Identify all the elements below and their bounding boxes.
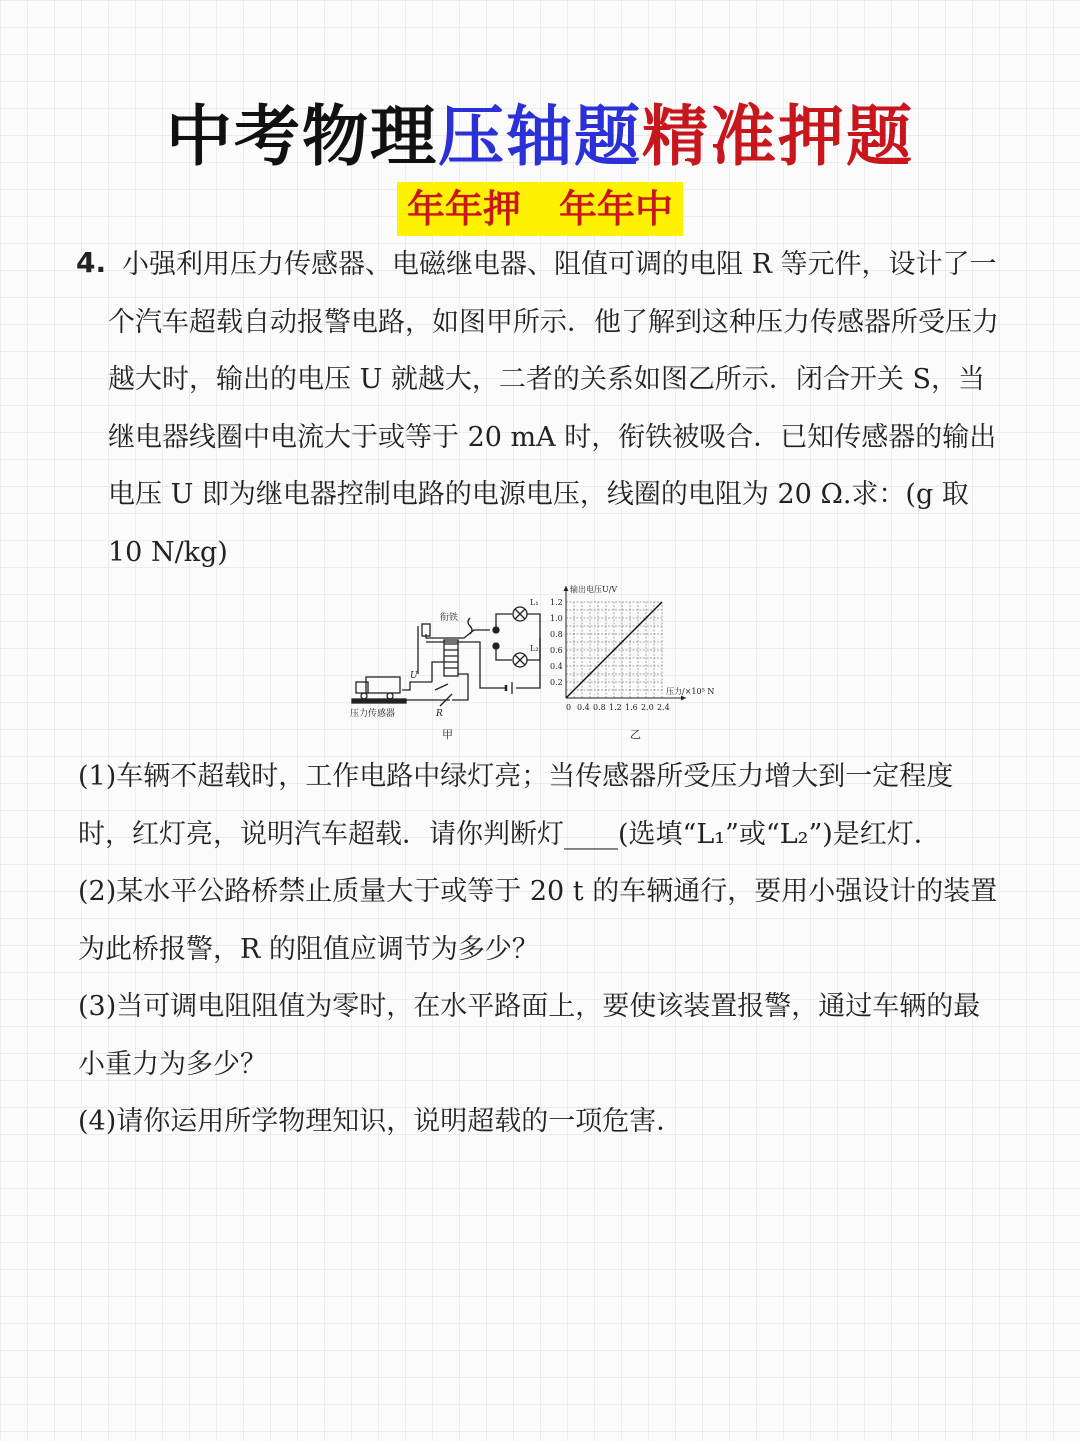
x-tick-label: 1.2 — [609, 703, 622, 712]
armature-label: 衔铁 — [440, 613, 459, 623]
y-tick-label: 0.4 — [550, 662, 563, 671]
truck-icon — [366, 677, 400, 693]
y-tick-label: 1.2 — [550, 598, 563, 607]
electromagnet-core — [444, 640, 458, 676]
y-tick-label: 0.6 — [550, 646, 563, 655]
sub-question-1: (1)车辆不超载时，工作电路中绿灯亮；当传感器所受压力增大到一定程度时，红灯亮，说明汽车超载．请你判断灯____(选填“L₁”或“L₂”)是红灯． — [78, 761, 954, 850]
slogan-banner: 年年押 年年中 — [397, 182, 683, 236]
electromagnet-coil — [444, 644, 458, 668]
title-part-3: 精准押题 — [642, 98, 914, 175]
y-axis-arrow — [564, 586, 569, 591]
title-part-2: 压轴题 — [438, 98, 642, 175]
voltage-u-label: U — [410, 671, 418, 681]
lamp-return-wire — [527, 614, 540, 660]
y-axis-label: 输出电压U/V — [570, 585, 618, 594]
y-tick-label: 0.8 — [550, 630, 563, 639]
lamp-l1-label: L₁ — [530, 598, 539, 607]
slogan-row — [0, 182, 1080, 236]
x-tick-label: 0.4 — [577, 703, 590, 712]
x-tick-label: 1.6 — [625, 703, 638, 712]
x-tick-label: 2.4 — [657, 703, 670, 712]
x-axis-label: 压力/×10⁵ N — [666, 687, 715, 696]
question-figure — [340, 578, 740, 743]
x-axis-arrow — [681, 696, 686, 701]
armature-bar — [426, 630, 490, 638]
lamp-l1-cross — [515, 609, 525, 619]
sub-question-3: (3)当可调电阻阻值为零时，在水平路面上，要使该装置报警，通过车辆的最小重力为多少？ — [78, 991, 981, 1080]
spring — [468, 618, 472, 634]
graph-caption: 乙 — [630, 728, 641, 741]
circuit-caption: 甲 — [442, 728, 453, 741]
voltage-pressure-chart — [550, 584, 714, 712]
page-title — [0, 92, 1080, 182]
x-tick-label: 2.0 — [641, 703, 654, 712]
lamp-l2-label: L₂ — [530, 644, 539, 653]
coil-wire-out — [452, 674, 468, 700]
question-stem: 小强利用压力传感器、电磁继电器、阻值可调的电阻 R 等元件，设计了一个汽车超载自动报警电路，如图甲所示．他了解到这种压力传感器所受压力越大时，输出的电压 U 就越大，二者的关系如图乙所示．闭合开关 S，当继电器线圈中电流大于或等于 20 mA 时，衔铁被吸合．已知传感器的输出电压 U 即为继电器控制电路的电源电压，线圈的电阻为 20 Ω.求：(g 取 10 N/kg) — [108, 249, 999, 568]
resistor-r-label: R — [436, 709, 443, 719]
y-tick-label: 1.0 — [550, 614, 563, 623]
coil-wire-in — [432, 662, 444, 682]
switch-s — [435, 684, 448, 690]
sub-question-2: (2)某水平公路桥禁止质量大于或等于 20 t 的车辆通行，要用小强设计的装置为此桥报警，R 的阻值应调节为多少？ — [78, 876, 998, 965]
x-tick-label: 0.8 — [593, 703, 606, 712]
title-part-1: 中考物理 — [166, 98, 438, 175]
pressure-sensor-plate — [352, 699, 406, 703]
control-wire-top — [402, 682, 432, 690]
x-tick-label: 0 — [566, 703, 572, 712]
truck-wheel-back — [387, 693, 393, 699]
y-tick-label: 0.2 — [550, 678, 563, 687]
question-number: 4. — [76, 246, 107, 279]
lamp-l2-cross — [515, 655, 525, 665]
sub-question-4: (4)请你运用所学物理知识，说明超载的一项危害． — [78, 1106, 684, 1137]
truck-wheel-front — [361, 693, 367, 699]
pressure-sensor-label: 压力传感器 — [350, 709, 396, 719]
